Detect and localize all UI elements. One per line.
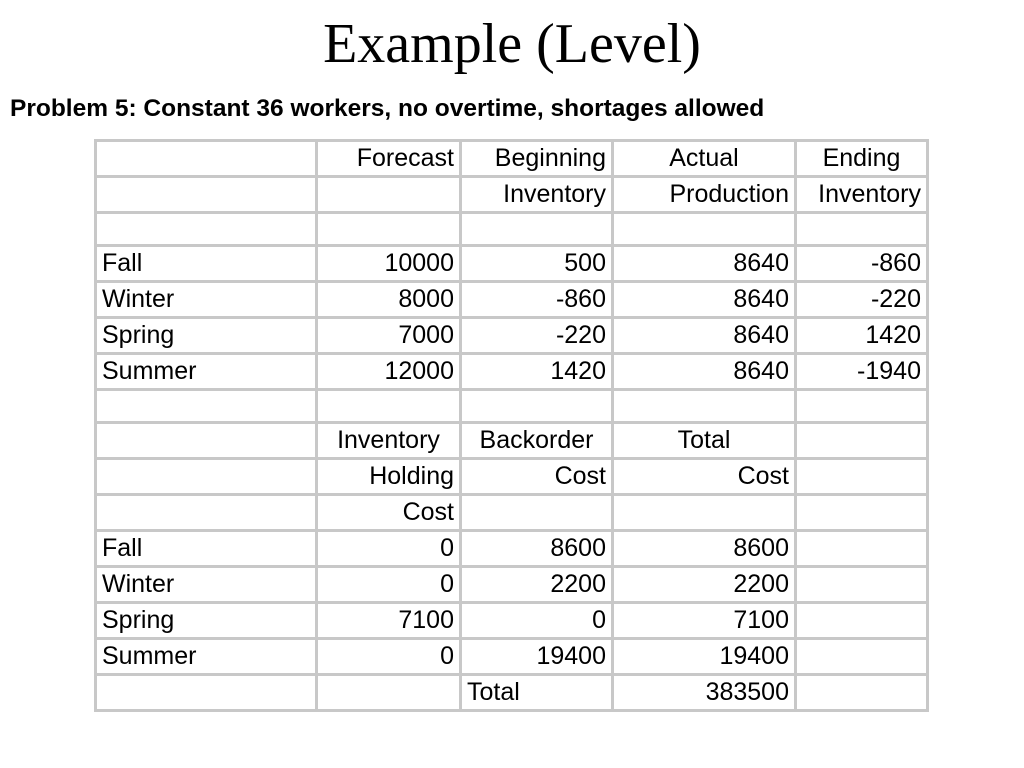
header-inventory: Inventory [317, 423, 461, 459]
beginning-inventory-value: -860 [461, 282, 613, 318]
header-cell [96, 459, 317, 495]
beginning-inventory-value: 500 [461, 246, 613, 282]
total-label: Total [461, 675, 613, 711]
table-header-row [96, 141, 928, 177]
table-row [96, 246, 928, 282]
total-cost-value: 8600 [613, 531, 796, 567]
header-beginning: Beginning [461, 141, 613, 177]
grand-total-value: 383500 [613, 675, 796, 711]
total-cost-value: 2200 [613, 567, 796, 603]
header-cell [96, 423, 317, 459]
ending-inventory-value: -860 [796, 246, 928, 282]
actual-production-value: 8640 [613, 318, 796, 354]
empty-cell [317, 390, 461, 423]
table-header-row [96, 459, 928, 495]
empty-cell [96, 390, 317, 423]
forecast-value: 8000 [317, 282, 461, 318]
header-forecast: Forecast [317, 141, 461, 177]
holding-cost-value: 0 [317, 531, 461, 567]
season-label: Summer [96, 354, 317, 390]
season-label: Summer [96, 639, 317, 675]
header-cell [796, 459, 928, 495]
header-total: Total [613, 423, 796, 459]
slide-title: Example (Level) [323, 13, 701, 75]
empty-row [96, 390, 928, 423]
table-row [96, 282, 928, 318]
empty-cell [317, 213, 461, 246]
header-cell [96, 495, 317, 531]
table-header-row [96, 177, 928, 213]
header-cost: Cost [317, 495, 461, 531]
inventory-cost-table [94, 139, 929, 712]
empty-cell [796, 531, 928, 567]
header-cell [613, 495, 796, 531]
ending-inventory-value: 1420 [796, 318, 928, 354]
header-cell [796, 495, 928, 531]
header-cell [317, 177, 461, 213]
header-cell [461, 495, 613, 531]
empty-cell [796, 603, 928, 639]
beginning-inventory-value: -220 [461, 318, 613, 354]
header-cell [796, 423, 928, 459]
table-row [96, 603, 928, 639]
header-cell [96, 141, 317, 177]
season-label: Fall [96, 246, 317, 282]
header-backorder: Backorder [461, 423, 613, 459]
backorder-cost-value: 2200 [461, 567, 613, 603]
backorder-cost-value: 0 [461, 603, 613, 639]
empty-cell [613, 390, 796, 423]
total-cost-value: 7100 [613, 603, 796, 639]
table-row [96, 354, 928, 390]
holding-cost-value: 0 [317, 639, 461, 675]
actual-production-value: 8640 [613, 282, 796, 318]
header-inventory: Inventory [796, 177, 928, 213]
header-production: Production [613, 177, 796, 213]
header-cost: Cost [613, 459, 796, 495]
forecast-value: 10000 [317, 246, 461, 282]
forecast-value: 12000 [317, 354, 461, 390]
holding-cost-value: 7100 [317, 603, 461, 639]
table-row [96, 567, 928, 603]
header-cost: Cost [461, 459, 613, 495]
empty-cell [796, 213, 928, 246]
ending-inventory-value: -1940 [796, 354, 928, 390]
actual-production-value: 8640 [613, 354, 796, 390]
table-row [96, 318, 928, 354]
header-holding: Holding [317, 459, 461, 495]
backorder-cost-value: 8600 [461, 531, 613, 567]
table-row [96, 531, 928, 567]
season-label: Spring [96, 603, 317, 639]
header-cell [96, 177, 317, 213]
total-row [96, 675, 928, 711]
beginning-inventory-value: 1420 [461, 354, 613, 390]
table-header-row [96, 495, 928, 531]
season-label: Winter [96, 567, 317, 603]
total-cost-value: 19400 [613, 639, 796, 675]
table-header-row [96, 423, 928, 459]
empty-cell [461, 390, 613, 423]
problem-statement: Problem 5: Constant 36 workers, no overtime, shortages allowed [10, 95, 765, 122]
empty-cell [317, 675, 461, 711]
header-inventory: Inventory [461, 177, 613, 213]
ending-inventory-value: -220 [796, 282, 928, 318]
holding-cost-value: 0 [317, 567, 461, 603]
season-label: Spring [96, 318, 317, 354]
header-actual: Actual [613, 141, 796, 177]
empty-cell [461, 213, 613, 246]
season-label: Fall [96, 531, 317, 567]
empty-cell [796, 675, 928, 711]
backorder-cost-value: 19400 [461, 639, 613, 675]
empty-cell [613, 213, 796, 246]
empty-cell [96, 213, 317, 246]
forecast-value: 7000 [317, 318, 461, 354]
empty-cell [796, 567, 928, 603]
actual-production-value: 8640 [613, 246, 796, 282]
header-ending: Ending [796, 141, 928, 177]
season-label: Winter [96, 282, 317, 318]
empty-row [96, 213, 928, 246]
empty-cell [796, 390, 928, 423]
table-row [96, 639, 928, 675]
empty-cell [796, 639, 928, 675]
empty-cell [96, 675, 317, 711]
